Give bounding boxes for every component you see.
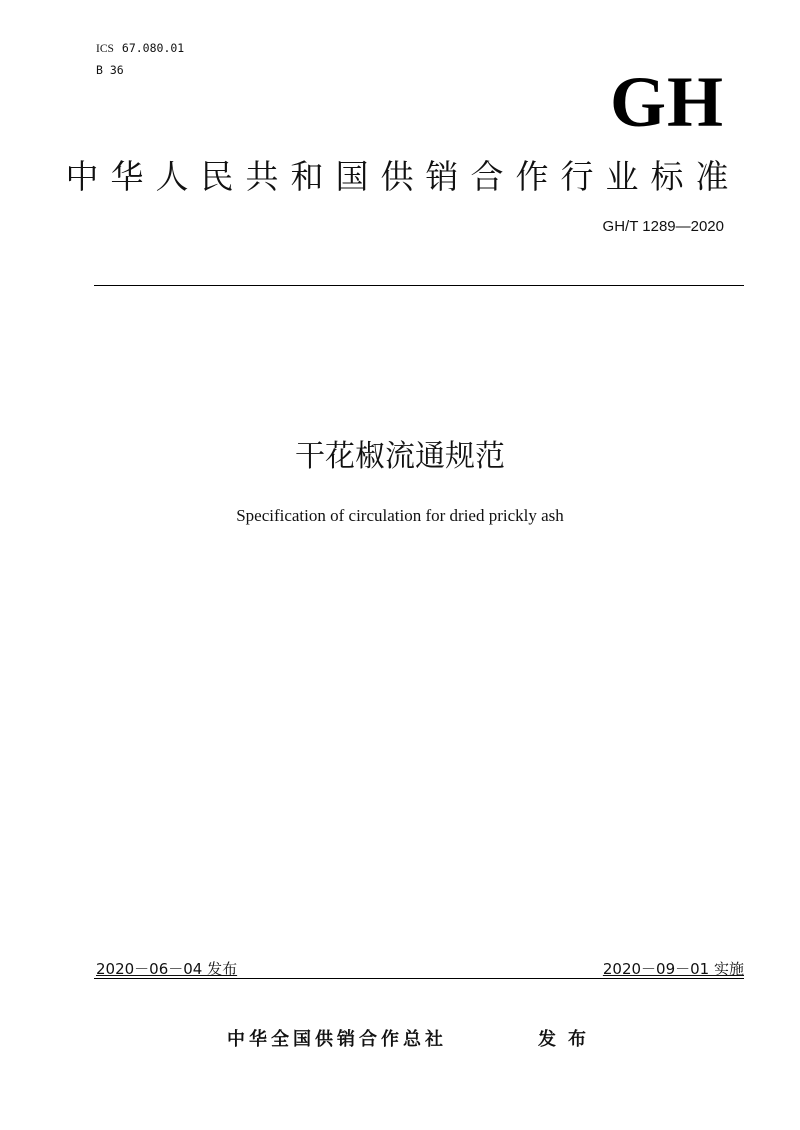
implementation-date-text: 2020－09－01 实施 bbox=[602, 960, 744, 978]
bottom-divider bbox=[94, 978, 744, 979]
gh-logo: GH bbox=[609, 62, 724, 142]
ics-label: ICS bbox=[96, 43, 114, 55]
title-chinese: 干花椒流通规范 bbox=[295, 439, 505, 474]
implementation-date bbox=[603, 958, 744, 980]
publish-label: 发布 bbox=[538, 1029, 598, 1050]
issue-date-text: 2020－06－04 发布 bbox=[96, 960, 238, 978]
standard-code: GH/T 1289—2020 bbox=[602, 218, 724, 235]
ics-line bbox=[96, 40, 184, 57]
title-english: Specification of circulation for dried prickly ash bbox=[236, 506, 564, 525]
top-divider bbox=[94, 285, 744, 286]
issue-date bbox=[96, 958, 237, 980]
standard-category-name: 中华人民共和国供销合作行业标准 bbox=[65, 157, 741, 196]
ics-code: 67.080.01 bbox=[121, 41, 185, 55]
publisher-name: 中华全国供销合作总社 bbox=[227, 1029, 447, 1050]
ccs-code: B 36 bbox=[96, 63, 124, 77]
